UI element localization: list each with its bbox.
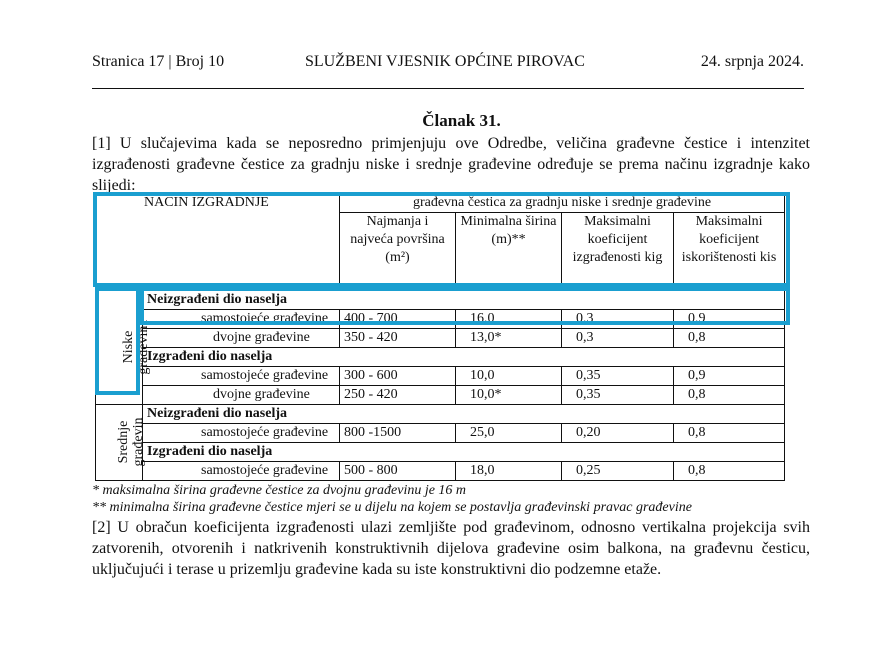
row-width: 25,0 — [456, 424, 562, 443]
row-kig: 0,35 — [562, 386, 674, 405]
row-width: 10,0* — [456, 386, 562, 405]
row-group-label: Izgrađeni dio naselja — [143, 348, 785, 367]
table-row — [96, 424, 785, 443]
row-group-label: Izgrađeni dio naselja — [143, 443, 785, 462]
footnote-2: ** minimalna širina građevne čestice mjeri se u dijelu na kojem se postavlja građevinski pravac građevine — [92, 500, 692, 515]
paragraph-1: [1] U slučajevima kada se neposredno primjenjuju ove Odredbe, veličina građevne čestice i intenzitet izgrađenosti građevne čestice za gradnju niske i srednje građevine određuje se prema načinu izgradnje kako slijedi: — [92, 135, 810, 194]
header-kis: Maksimalni koeficijent iskorištenosti kis — [674, 213, 785, 291]
row-kig: 0,20 — [562, 424, 674, 443]
row-width: 16,0 — [456, 310, 562, 329]
row-type: samostojeće građevine — [143, 462, 340, 481]
row-width: 10,0 — [456, 367, 562, 386]
table-row — [96, 405, 785, 424]
row-area: 300 - 600 — [340, 367, 456, 386]
header-sirina: Minimalna širina (m)** — [456, 213, 562, 291]
header-kig: Maksimalni koeficijent izgrađenosti kig — [562, 213, 674, 291]
row-kig: 0,25 — [562, 462, 674, 481]
row-width: 13,0* — [456, 329, 562, 348]
header-povrsina: Najmanja i najveća površina (m²) — [340, 213, 456, 291]
table-header-row — [96, 194, 785, 213]
row-type: dvojne građevine — [143, 329, 340, 348]
row-kis: 0,9 — [674, 310, 785, 329]
row-area: 800 -1500 — [340, 424, 456, 443]
row-group-label: Neizgrađeni dio naselja — [143, 291, 785, 310]
row-type: samostojeće građevine — [143, 424, 340, 443]
table-row — [96, 291, 785, 310]
footnote-1: * maksimalna širina građevne čestice za dvojnu građevinu je 16 m — [92, 483, 467, 498]
table-row — [96, 386, 785, 405]
publication-title: SLUŽBENI VJESNIK OPĆINE PIROVAC — [305, 53, 585, 70]
paragraph-2: [2] U obračun koeficijenta izgrađenosti ulazi zemljište pod građevinom, odnosno vertikalna projekcija svih zatvorenih, otvorenih i natkrivenih konstruktivnih dijelova građevine osim balkona, na građevnu česticu, uključujući i terase u prizemlju građevine kada su iste konstruktivni dio podzemne etaže. — [92, 519, 810, 578]
table-row — [96, 443, 785, 462]
row-type: dvojne građevine — [143, 386, 340, 405]
row-kis: 0,8 — [674, 386, 785, 405]
publication-date: 24. srpnja 2024. — [700, 53, 804, 70]
page-header — [92, 52, 804, 74]
header-gradevna-cestica: građevna čestica za gradnju niske i srednje građevine — [340, 194, 785, 213]
row-kis: 0,8 — [674, 424, 785, 443]
row-type: samostojeće građevine — [143, 367, 340, 386]
row-type: samostojeće građevine — [143, 310, 340, 329]
row-group-label: Neizgrađeni dio naselja — [143, 405, 785, 424]
row-area: 400 - 700 — [340, 310, 456, 329]
table-row — [96, 348, 785, 367]
group-srednje-gradevine — [96, 405, 146, 481]
group-niske-label: Niske građevine — [121, 319, 151, 375]
footnotes — [92, 482, 692, 516]
row-area: 250 - 420 — [340, 386, 456, 405]
row-kig: 0,3 — [562, 310, 674, 329]
row-kig: 0,35 — [562, 367, 674, 386]
row-area: 500 - 800 — [340, 462, 456, 481]
table-row — [96, 367, 785, 386]
table-row — [96, 329, 785, 348]
group-srednje-label: Srednje građevin — [116, 417, 146, 467]
group-niske-gradevine — [96, 291, 151, 405]
building-parameters-table — [95, 193, 785, 481]
header-nacin-izgradnje: NAČIN IZGRADNJE — [96, 194, 340, 291]
page-number: Stranica 17 | Broj 10 — [92, 53, 225, 70]
row-kis: 0,8 — [674, 329, 785, 348]
table-row — [96, 462, 785, 481]
header-rule — [92, 88, 804, 89]
row-area: 350 - 420 — [340, 329, 456, 348]
row-width: 18,0 — [456, 462, 562, 481]
row-kis: 0,9 — [674, 367, 785, 386]
article-title: Članak 31. — [422, 111, 501, 130]
row-kis: 0,8 — [674, 462, 785, 481]
row-kig: 0,3 — [562, 329, 674, 348]
table-row — [96, 310, 785, 329]
